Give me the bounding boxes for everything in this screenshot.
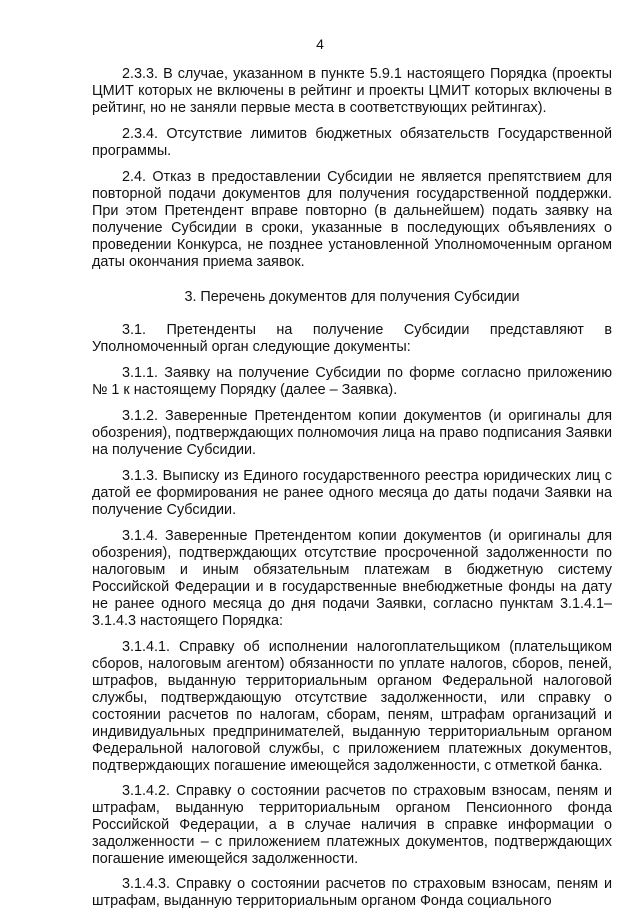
section-heading: 3. Перечень документов для получения Субсидии bbox=[184, 289, 520, 305]
paragraph-2-3-4: 2.3.4. Отсутствие лимитов бюджетных обязательств Государственной программы. bbox=[92, 126, 612, 159]
paragraph-3-1-2: 3.1.2. Заверенные Претендентом копии документов (и оригиналы для обозрения), подтверждающих полномочия лица на право подписания Заявки на получение Субсидии. bbox=[92, 408, 612, 458]
paragraph-3-1-4-1: 3.1.4.1. Справку об исполнении налогоплательщиком (плательщиком сборов, налоговым агентом) обязанности по уплате налогов, сборов, пеней, штрафов, выданную территориальным органом Федеральной налоговой службы, подтверждающую отсутствие задолженности, или справку о состоянии расчетов по налогам, сборам, пеням, штрафам организаций и индивидуальных предпринимателей, выданную территориальным органом Федеральной налоговой службы, с приложением платежных документов, подтверждающих погашение имеющейся задолженности, с отметкой банка. bbox=[92, 639, 612, 774]
paragraph-3-1-4-2: 3.1.4.2. Справку о состоянии расчетов по страховым взносам, пеням и штрафам, выданную территориальным органом Пенсионного фонда Российской Федерации, а в случае наличия в справке информации о задолженности – с приложением платежных документов, подтверждающих погашение имеющейся задолженности. bbox=[92, 783, 612, 867]
paragraph-3-1-4: 3.1.4. Заверенные Претендентом копии документов (и оригиналы для обозрения), подтверждающих отсутствие просроченной задолженности по налоговым и иным обязательным платежам в бюджетную систему Российской Федерации и в государственные внебюджетные фонды на дату не ранее одного месяца до дня подачи Заявки, согласно пунктам 3.1.4.1–3.1.4.3 настоящего Порядка: bbox=[92, 528, 612, 629]
paragraph-2-4: 2.4. Отказ в предоставлении Субсидии не является препятствием для повторной подачи документов для получения государственной поддержки. При этом Претендент вправе повторно (в дальнейшем) подать заявку на получение Субсидии в сроки, указанные в последующих объявлениях о проведении Конкурса, не позднее установленной Уполномоченным органом даты окончания приема заявок. bbox=[92, 169, 612, 270]
page-number: 4 bbox=[316, 36, 324, 52]
paragraph-3-1-3: 3.1.3. Выписку из Единого государственного реестра юридических лиц с датой ее формирования не ранее одного месяца до даты подачи Заявки на получение Субсидии. bbox=[92, 468, 612, 518]
paragraph-2-3-3: 2.3.3. В случае, указанном в пункте 5.9.1 настоящего Порядка (проекты ЦМИТ которых не включены в рейтинг и проекты ЦМИТ которых включены в рейтинг, но не заняли первые места в соответствующих рейтингах). bbox=[92, 66, 612, 116]
paragraph-3-1-1: 3.1.1. Заявку на получение Субсидии по форме согласно приложению № 1 к настоящему Порядку (далее – Заявка). bbox=[92, 365, 612, 398]
paragraph-3-1: 3.1. Претенденты на получение Субсидии представляют в Уполномоченный орган следующие документы: bbox=[92, 322, 612, 355]
document-body bbox=[92, 66, 612, 919]
paragraph-3-1-4-3: 3.1.4.3. Справку о состоянии расчетов по страховым взносам, пеням и штрафам, выданную территориальным органом Фонда социального bbox=[92, 876, 612, 909]
